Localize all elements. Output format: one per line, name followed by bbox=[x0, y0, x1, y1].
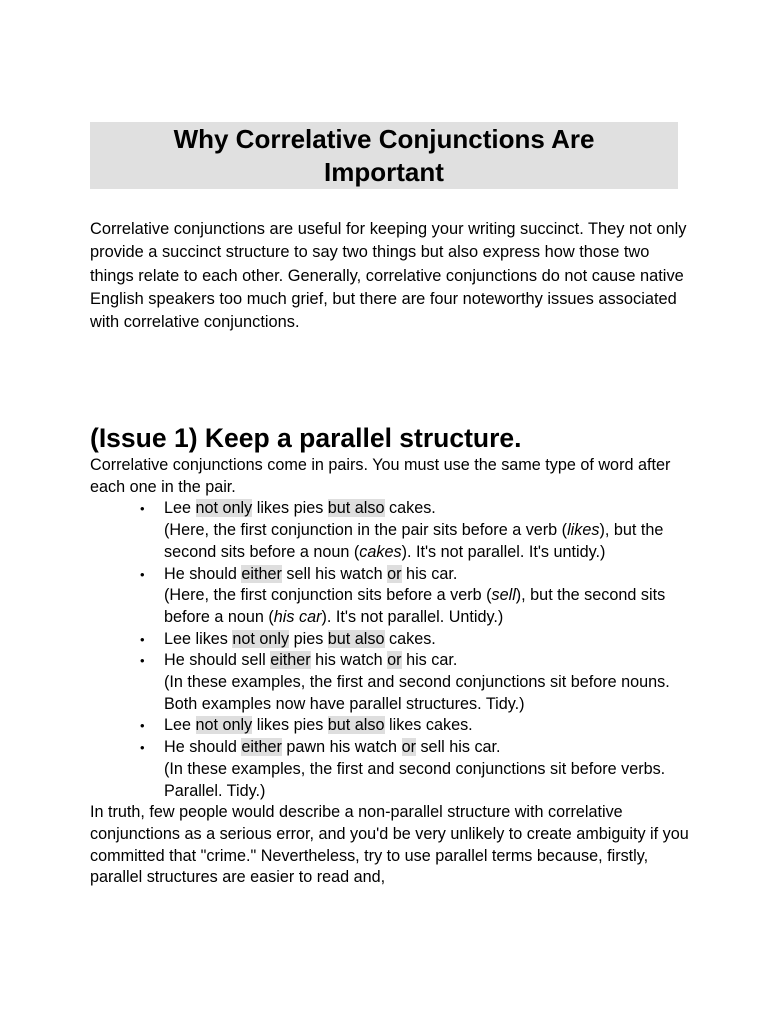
sentence-text: pawn his watch bbox=[281, 738, 402, 757]
example-note bbox=[164, 520, 690, 563]
sentence-text: He should bbox=[164, 738, 242, 757]
sentence-text: his car. bbox=[401, 564, 458, 583]
highlighted-conjunction: or bbox=[387, 651, 402, 670]
sentence-text: likes pies bbox=[252, 499, 328, 518]
note-text: (Here, the first conjunction in the pair sits before a verb ( bbox=[164, 521, 568, 540]
example-sentence bbox=[164, 715, 690, 737]
highlighted-conjunction: not only bbox=[232, 629, 290, 648]
sentence-text: Lee likes bbox=[164, 629, 233, 648]
issue-1-closing: In truth, few people would describe a non-parallel structure with correlative conjunctions as a serious error, and you'd be very unlikely to create ambiguity if you committed that "crime." Nevertheless, try to use parallel terms because, firstly, parallel structures are easier to read and, bbox=[90, 803, 689, 887]
highlighted-conjunction: not only bbox=[195, 499, 253, 518]
sentence-text: likes pies bbox=[252, 716, 328, 735]
example-sentence bbox=[164, 564, 690, 586]
highlighted-conjunction: either bbox=[241, 564, 282, 583]
example-note bbox=[164, 585, 690, 628]
sentence-text: sell his car. bbox=[415, 738, 501, 757]
example-item bbox=[90, 629, 690, 651]
example-note bbox=[164, 759, 690, 802]
example-list bbox=[90, 498, 690, 802]
sentence-text: cakes. bbox=[384, 629, 436, 648]
intro-paragraph: Correlative conjunctions are useful for keeping your writing succinct. They not only provide a succinct structure to say two things but also express how those two things relate to each other. Generally, correlative conjunctions do not cause native English speakers too much grief, but there are four noteworthy issues associated with correlative conjunctions. bbox=[90, 220, 687, 332]
sentence-text: his car. bbox=[401, 651, 458, 670]
highlighted-conjunction: either bbox=[270, 651, 311, 670]
highlighted-conjunction: or bbox=[401, 738, 416, 757]
note-text: (Here, the first conjunction sits before a verb ( bbox=[164, 586, 492, 605]
sentence-text: Lee bbox=[164, 499, 196, 518]
issue-1-heading: (Issue 1) Keep a parallel structure. bbox=[90, 423, 522, 453]
example-item bbox=[90, 737, 690, 802]
example-sentence bbox=[164, 629, 690, 651]
italic-term: his car bbox=[273, 607, 322, 626]
highlighted-conjunction: not only bbox=[195, 716, 253, 735]
issue-1-lead: Correlative conjunctions come in pairs. You must use the same type of word after each one in the pair. bbox=[90, 456, 671, 496]
example-item bbox=[90, 650, 690, 715]
note-text: ). It's not parallel. It's untidy.) bbox=[401, 542, 606, 561]
note-text: (In these examples, the first and second conjunctions sit before verbs. Parallel. Tidy.) bbox=[164, 759, 666, 800]
example-sentence bbox=[164, 650, 690, 672]
sentence-text: He should bbox=[164, 564, 242, 583]
example-sentence bbox=[164, 737, 690, 759]
italic-term: likes bbox=[567, 521, 600, 540]
sentence-text: cakes. bbox=[384, 499, 436, 518]
example-item bbox=[90, 715, 690, 737]
issue-1-section bbox=[90, 455, 690, 889]
sentence-text: He should sell bbox=[164, 651, 271, 670]
note-text: (In these examples, the first and second conjunctions sit before nouns. Both examples now have parallel structures. Tidy.) bbox=[164, 673, 670, 713]
page-title: Why Correlative Conjunctions Are Important bbox=[173, 123, 595, 187]
example-item bbox=[90, 498, 690, 563]
note-text: ). It's not parallel. Untidy.) bbox=[321, 607, 504, 626]
sentence-text: Lee bbox=[164, 716, 196, 735]
note-text: ), but the second sits before a noun ( bbox=[164, 586, 666, 626]
sentence-text: sell his watch bbox=[281, 564, 388, 583]
highlighted-conjunction: or bbox=[387, 564, 402, 583]
highlighted-conjunction: either bbox=[241, 738, 282, 757]
highlighted-conjunction: but also bbox=[327, 499, 385, 518]
sentence-text: likes cakes. bbox=[384, 716, 473, 735]
sentence-text: pies bbox=[289, 629, 328, 648]
example-sentence bbox=[164, 498, 690, 520]
italic-term: cakes bbox=[359, 542, 402, 561]
note-text: ), but the second sits before a noun ( bbox=[164, 521, 664, 561]
example-note bbox=[164, 672, 690, 715]
italic-term: sell bbox=[491, 586, 516, 605]
example-item bbox=[90, 564, 690, 629]
highlighted-conjunction: but also bbox=[327, 629, 385, 648]
sentence-text: his watch bbox=[310, 651, 388, 670]
highlighted-conjunction: but also bbox=[327, 716, 385, 735]
title-banner bbox=[90, 122, 678, 189]
